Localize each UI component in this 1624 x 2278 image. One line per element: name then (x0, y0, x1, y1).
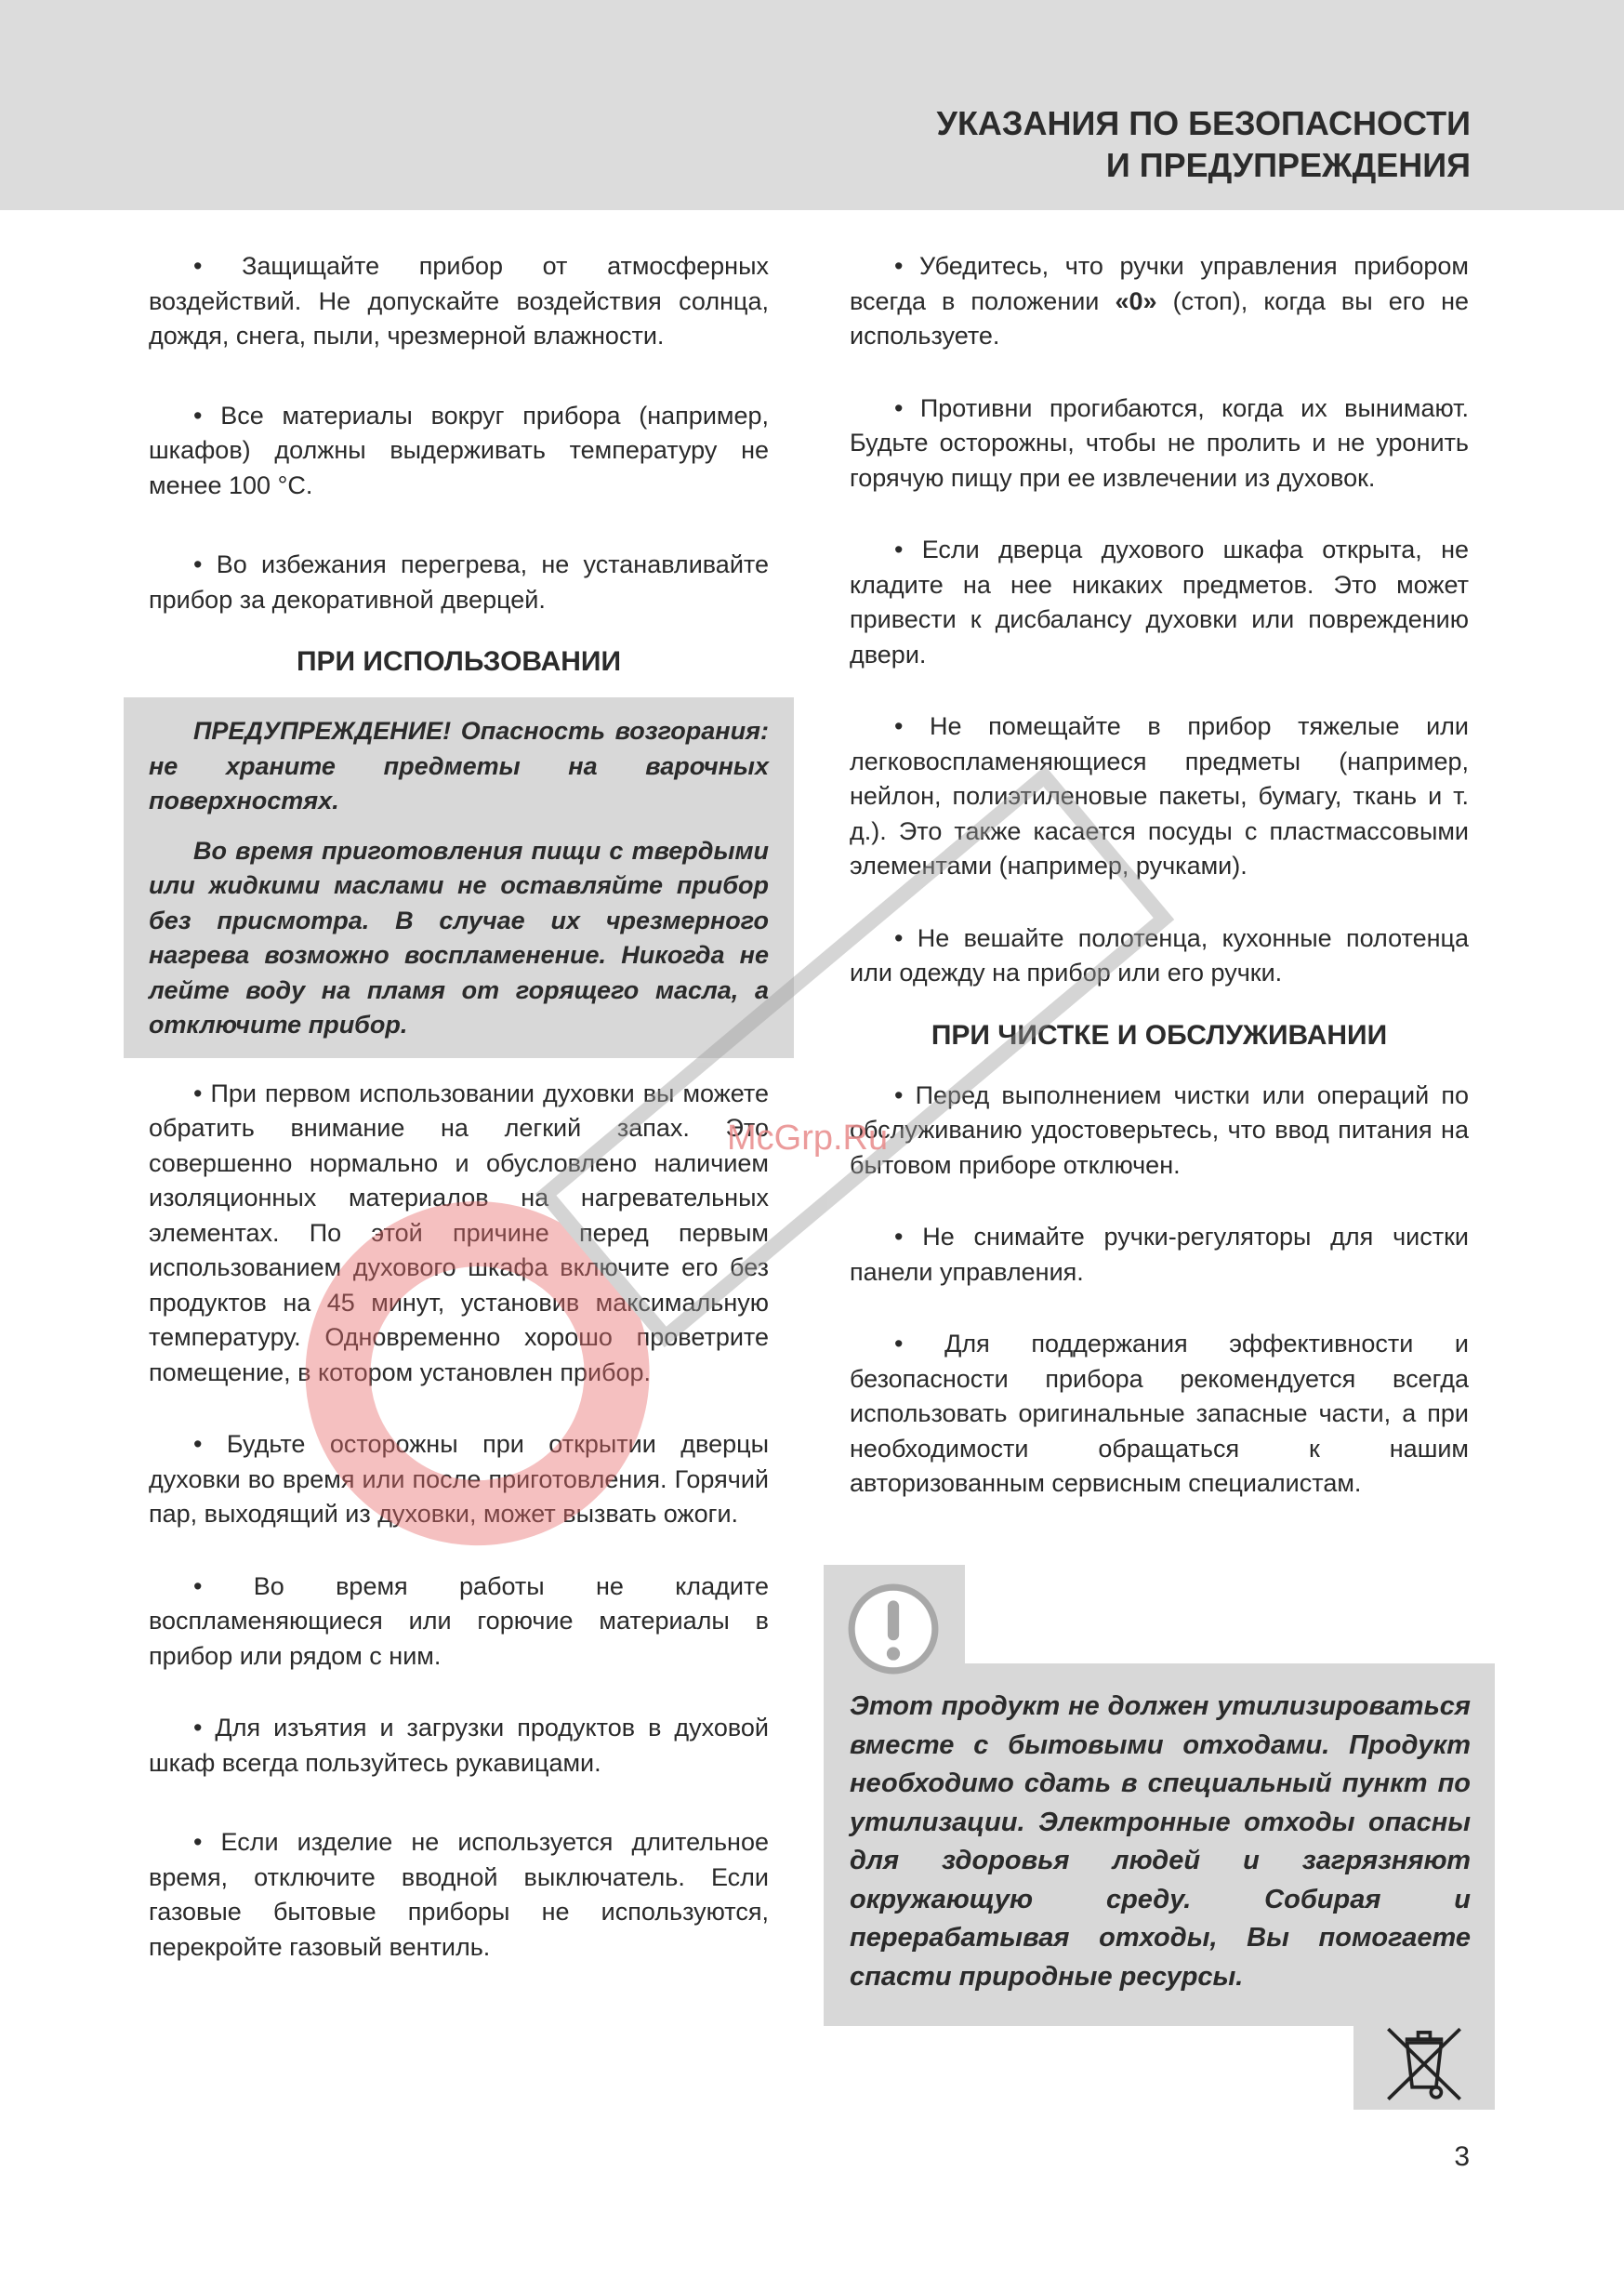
watermark-url: McGrp.Ru (727, 1119, 889, 1158)
paragraph: • Противни прогибаются, когда их вынимают. Будьте осторожны, чтобы не пролить и не уронить горячую пищу при ее извлечении из духовок. (850, 393, 1469, 492)
disposal-notice-text: Этот продукт не должен утилизироваться вместе с бытовыми отходами. Продукт необходимо сдать в специальный пункт по утилизации. Электронные отходы опасны для здоровья людей и загрязняют окружающую среду. Собирая и перерабатывая отходы, Вы помогаете спасти природные ресурсы. (850, 1691, 1471, 1992)
warning-box (124, 697, 794, 1058)
paragraph: • Если дверца духового шкафа открыта, не кладите на нее никаких предметов. Это может привести к дисбалансу духовки или повреждению двери. (850, 536, 1469, 669)
paragraph-text: • Убедитесь, что ручки управления прибором всегда в положении (850, 252, 1469, 315)
crossed-out-wheelie-bin-icon (1381, 2020, 1467, 2106)
section-heading-use: ПРИ ИСПОЛЬЗОВАНИИ (296, 646, 622, 677)
page-number: 3 (1454, 2141, 1470, 2172)
paragraph-text: (стоп), когда вы его не используете. (850, 286, 1469, 350)
paragraph: • Не вешайте полотенца, кухонные полотенца или одежду на прибор или его ручки. (850, 923, 1469, 987)
paragraph: • Будьте осторожны при открытии дверцы духовки во время или после приготовления. Горячий пар, выходящий из духовки, может вызвать ожоги. (149, 1430, 769, 1528)
paragraph: • Для изъятия и загрузки продуктов в духовой шкаф всегда пользуйтесь рукавицами. (149, 1714, 769, 1777)
left-column (149, 249, 769, 1965)
page-title-line2: И ПРЕДУПРЕЖДЕНИЯ (1105, 146, 1471, 184)
header-band (0, 0, 1624, 210)
paragraph: • Все материалы вокруг прибора (например, шкафов) должны выдерживать температуру не менее 100 °С. (149, 401, 769, 499)
paragraph: • При первом использовании духовки вы можете обратить внимание на легкий запах. Это совершенно нормально и обусловлено наличием изоляционных материалов на нагревательных элементах. По этой причине перед первым использованием духового шкафа включите его без продуктов на 45 минут, установив максимальную температуру. Одновременно хорошо проветрите помещение, в котором установлен прибор. (149, 1079, 769, 1386)
paragraph: • Перед выполнением чистки или операций по обслуживанию удостоверьтесь, что ввод питания на бытовом приборе отключен. (850, 1080, 1469, 1179)
paragraph: • Защищайте прибор от атмосферных воздействий. Не допускайте воздействия солнца, дождя, снега, пыли, чрезмерной влажности. (149, 252, 769, 350)
paragraph (850, 249, 1469, 354)
paragraph: • Не снимайте ручки-регуляторы для чистки панели управления. (850, 1223, 1469, 1286)
page-title-line1: УКАЗАНИЯ ПО БЕЗОПАСНОСТИ (936, 104, 1471, 142)
paragraph: • Для поддержания эффективности и безопасности прибора рекомендуется всегда использовать оригинальные запасные части, а при необходимости обращаться к нашим авторизованным сервисным специалистам. (850, 1330, 1469, 1497)
warning-paragraph: Во время приготовления пищи с твердыми или жидкими маслами не оставляйте прибор без присмотра. В случае их чрезмерного нагрева возможно воспламенение. Никогда не лейте воду на пламя от горящего масла, а отключите прибор. (149, 836, 769, 1039)
paragraph: • Не помещайте в прибор тяжелые или легковоспламеняющиеся предметы (например, нейлон, полиэтиленовые пакеты, бумагу, ткань и т. д.). Это также касается посуды с пластмассовыми элементами (например, ручками). (850, 712, 1469, 880)
position-zero-label: «0» (1115, 286, 1157, 315)
disposal-notice (824, 1565, 1495, 2110)
warning-paragraph: ПРЕДУПРЕЖДЕНИЕ! Опасность возгорания: не храните предметы на варочных поверхностях. (149, 717, 769, 815)
paragraph: • Во избежания перегрева, не устанавливайте прибор за декоративной дверцей. (149, 550, 769, 614)
section-heading-clean: ПРИ ЧИСТКЕ И ОБСЛУЖИВАНИИ (931, 1019, 1388, 1051)
right-column (850, 249, 1469, 1502)
page-title (937, 102, 1471, 186)
paragraph: • Во время работы не кладите воспламеняющиеся или горючие материалы в прибор или рядом с ним. (149, 1571, 769, 1670)
paragraph: • Если изделие не используется длительное время, отключите вводной выключатель. Если газовые бытовые приборы не используются, перекройте газовый вентиль. (149, 1828, 769, 1961)
exclamation-circle-icon (846, 1582, 941, 1676)
